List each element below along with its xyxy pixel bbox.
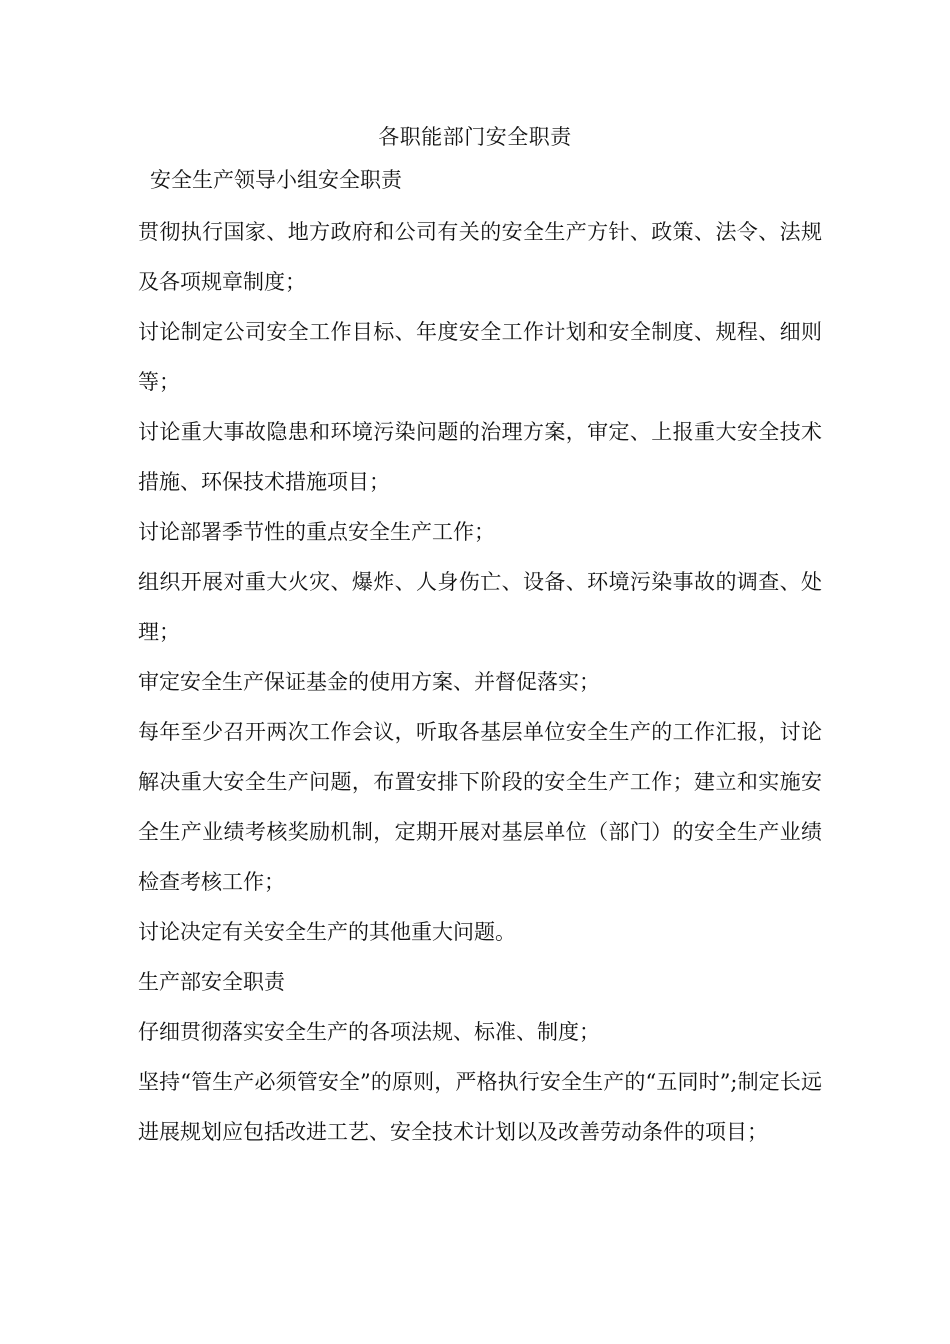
paragraph: 每年至少召开两次工作会议，听取各基层单位安全生产的工作汇报，讨论解决重大安全生产问题，布置安排下阶段的安全生产工作；建立和实施安全生产业绩考核奖励机制，定期开展对基层单位（部门）的安全生产业绩检查考核工作； <box>138 720 822 894</box>
paragraph: 讨论决定有关安全生产的其他重大问题。 <box>138 920 516 944</box>
paragraph: 讨论重大事故隐患和环境污染问题的治理方案，审定、上报重大安全技术措施、环保技术措施项目； <box>138 420 822 494</box>
paragraph: 组织开展对重大火灾、爆炸、人身伤亡、设备、环境污染事故的调查、处理； <box>138 570 822 644</box>
document-body <box>138 163 822 1157</box>
paragraph: 讨论部署季节性的重点安全生产工作； <box>138 520 495 544</box>
paragraph: 讨论制定公司安全工作目标、年度安全工作计划和安全制度、规程、细则等； <box>138 320 822 394</box>
section-heading-leadership-group: 安全生产领导小组安全职责 <box>150 168 402 192</box>
paragraph: 审定安全生产保证基金的使用方案、并督促落实； <box>138 670 600 694</box>
paragraph: 仔细贯彻落实安全生产的各项法规、标准、制度； <box>138 1020 600 1044</box>
paragraph: 坚持“管生产必须管安全”的原则，严格执行安全生产的“五同时”;制定长远进展规划应包括改进工艺、安全技术计划以及改善劳动条件的项目； <box>138 1070 822 1144</box>
spacer <box>138 197 822 207</box>
document-title: 各职能部门安全职责 <box>378 125 572 149</box>
paragraph: 贯彻执行国家、地方政府和公司有关的安全生产方针、政策、法令、法规及各项规章制度； <box>138 220 822 294</box>
section-heading-production-dept: 生产部安全职责 <box>138 970 285 994</box>
